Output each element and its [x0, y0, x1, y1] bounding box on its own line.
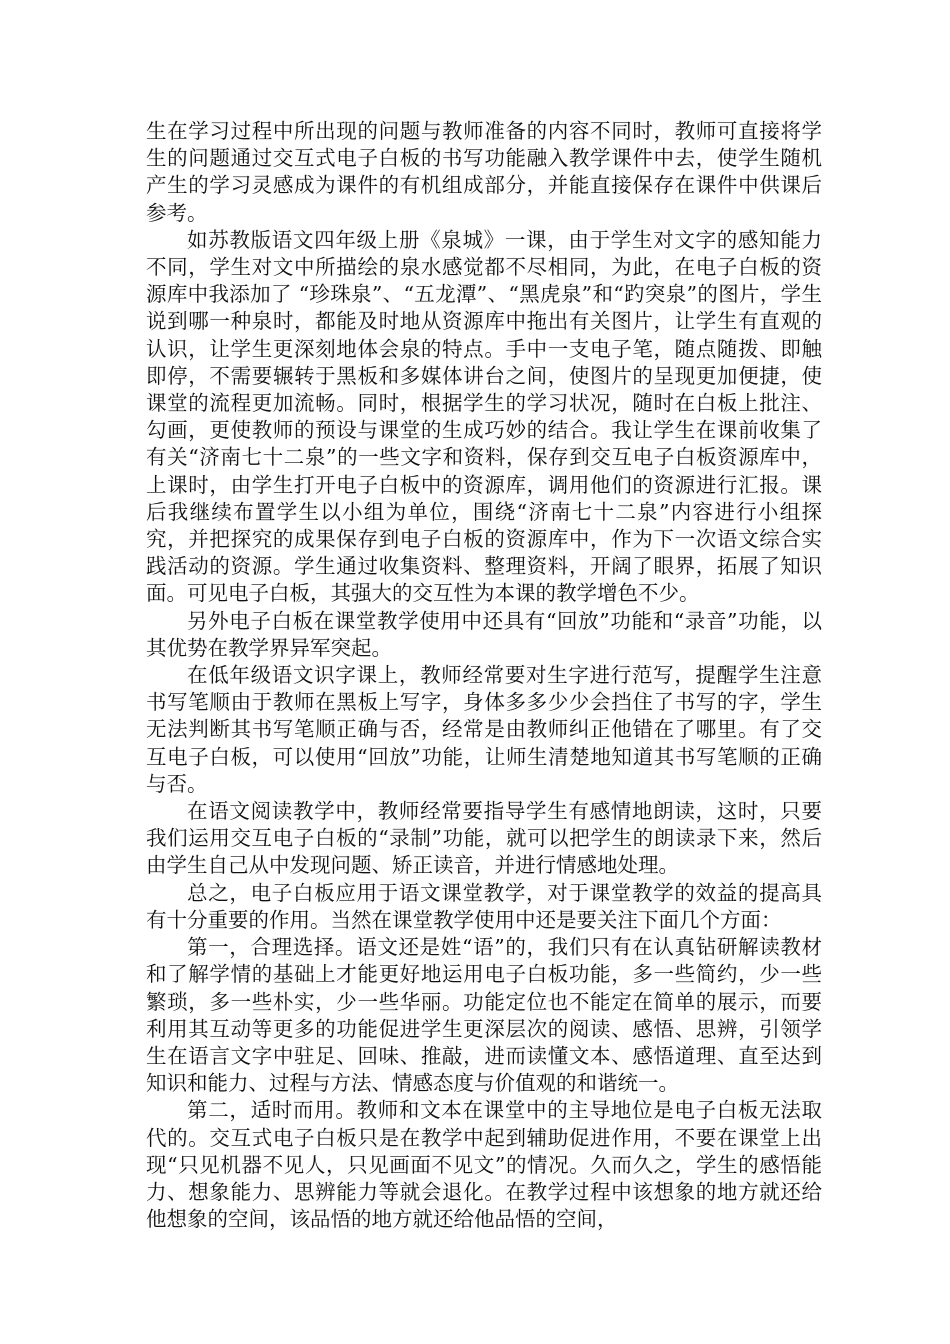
- paragraph-continuation: 生在学习过程中所出现的问题与教师准备的内容不同时，教师可直接将学生的问题通过交互式电子白板的书写功能融入教学课件中去，使学生随机产生的学习灵感成为课件的有机组成部分，并能直接保存在课件中供课后参考。: [146, 119, 822, 225]
- paragraph-summary: 总之，电子白板应用于语文课堂教学，对于课堂教学的效益的提高具有十分重要的作用。当然在课堂教学使用中还是要关注下面几个方面：: [146, 880, 822, 932]
- paragraph-playback-recording: 另外电子白板在课堂教学使用中还具有“回放”功能和“录音”功能，以其优势在教学界异军突起。: [146, 608, 822, 660]
- paragraph-point-two: 第二，适时而用。教师和文本在课堂中的主导地位是电子白板无法取代的。交互式电子白板只是在教学中起到辅助促进作用，不要在课堂上出现“只见机器不见人，只见画面不见文”的情况。久而久之，学生的感悟能力、想象能力、思辨能力等就会退化。在教学过程中该想象的地方就还给他想象的空间，该品悟的地方就还给他品悟的空间，: [146, 1098, 822, 1232]
- paragraph-reading-teaching: 在语文阅读教学中，教师经常要指导学生有感情地朗读，这时，只要我们运用交互电子白板的“录制”功能，就可以把学生的朗读录下来，然后由学生自己从中发现问题、矫正读音，并进行情感地处理。: [146, 799, 822, 878]
- paragraph-literacy-class: 在低年级语文识字课上，教师经常要对生字进行范写，提醒学生注意书写笔顺由于教师在黑板上写字，身体多多少少会挡住了书写的字，学生无法判断其书写笔顺正确与否，经常是由教师纠正他错在了哪里。有了交互电子白板，可以使用“回放”功能，让师生清楚地知道其书写笔顺的正确与否。: [146, 663, 822, 796]
- paragraph-point-one: 第一，合理选择。语文还是姓“语”的，我们只有在认真钻研解读教材和了解学情的基础上才能更好地运用电子白板功能，多一些简约，少一些繁琐，多一些朴实，少一些华丽。功能定位也不能定在简单的展示，而要利用其互动等更多的功能促进学生更深层次的阅读、感悟、思辨，引领学生在语言文字中驻足、回味、推敲，进而读懂文本、感悟道理、直至达到知识和能力、过程与方法、情感态度与价值观的和谐统一。: [146, 935, 822, 1096]
- paragraph-quancheng-example: 如苏教版语文四年级上册《泉城》一课，由于学生对文字的感知能力不同，学生对文中所描绘的泉水感觉都不尽相同，为此，在电子白板的资源库中我添加了 “珍珠泉”、“五龙潭”、“黑虎泉”和“趵突泉”的图片，学生说到哪一种泉时，都能及时地从资源库中拖出有关图片，让学生有直观的认识，让学生更深刻地体会泉的特点。手中一支电子笔，随点随拨、即触即停，不需要辗转于黑板和多媒体讲台之间，使图片的呈现更加便捷，使课堂的流程更加流畅。同时，根据学生的学习状况，随时在白板上批注、勾画，更使教师的预设与课堂的生成巧妙的结合。我让学生在课前收集了有关“济南七十二泉”的一些文字和资料，保存到交互电子白板资源库中，上课时，由学生打开电子白板中的资源库，调用他们的资源进行汇报。课后我继续布置学生以小组为单位，围绕“济南七十二泉”内容进行小组探究，并把探究的成果保存到电子白板的资源库中，作为下一次语文综合实践活动的资源。学生通过收集资料、整理资料，开阔了眼界，拓展了知识面。可见电子白板，其强大的交互性为本课的教学增色不少。: [146, 227, 822, 606]
- document-page: [146, 118, 822, 1233]
